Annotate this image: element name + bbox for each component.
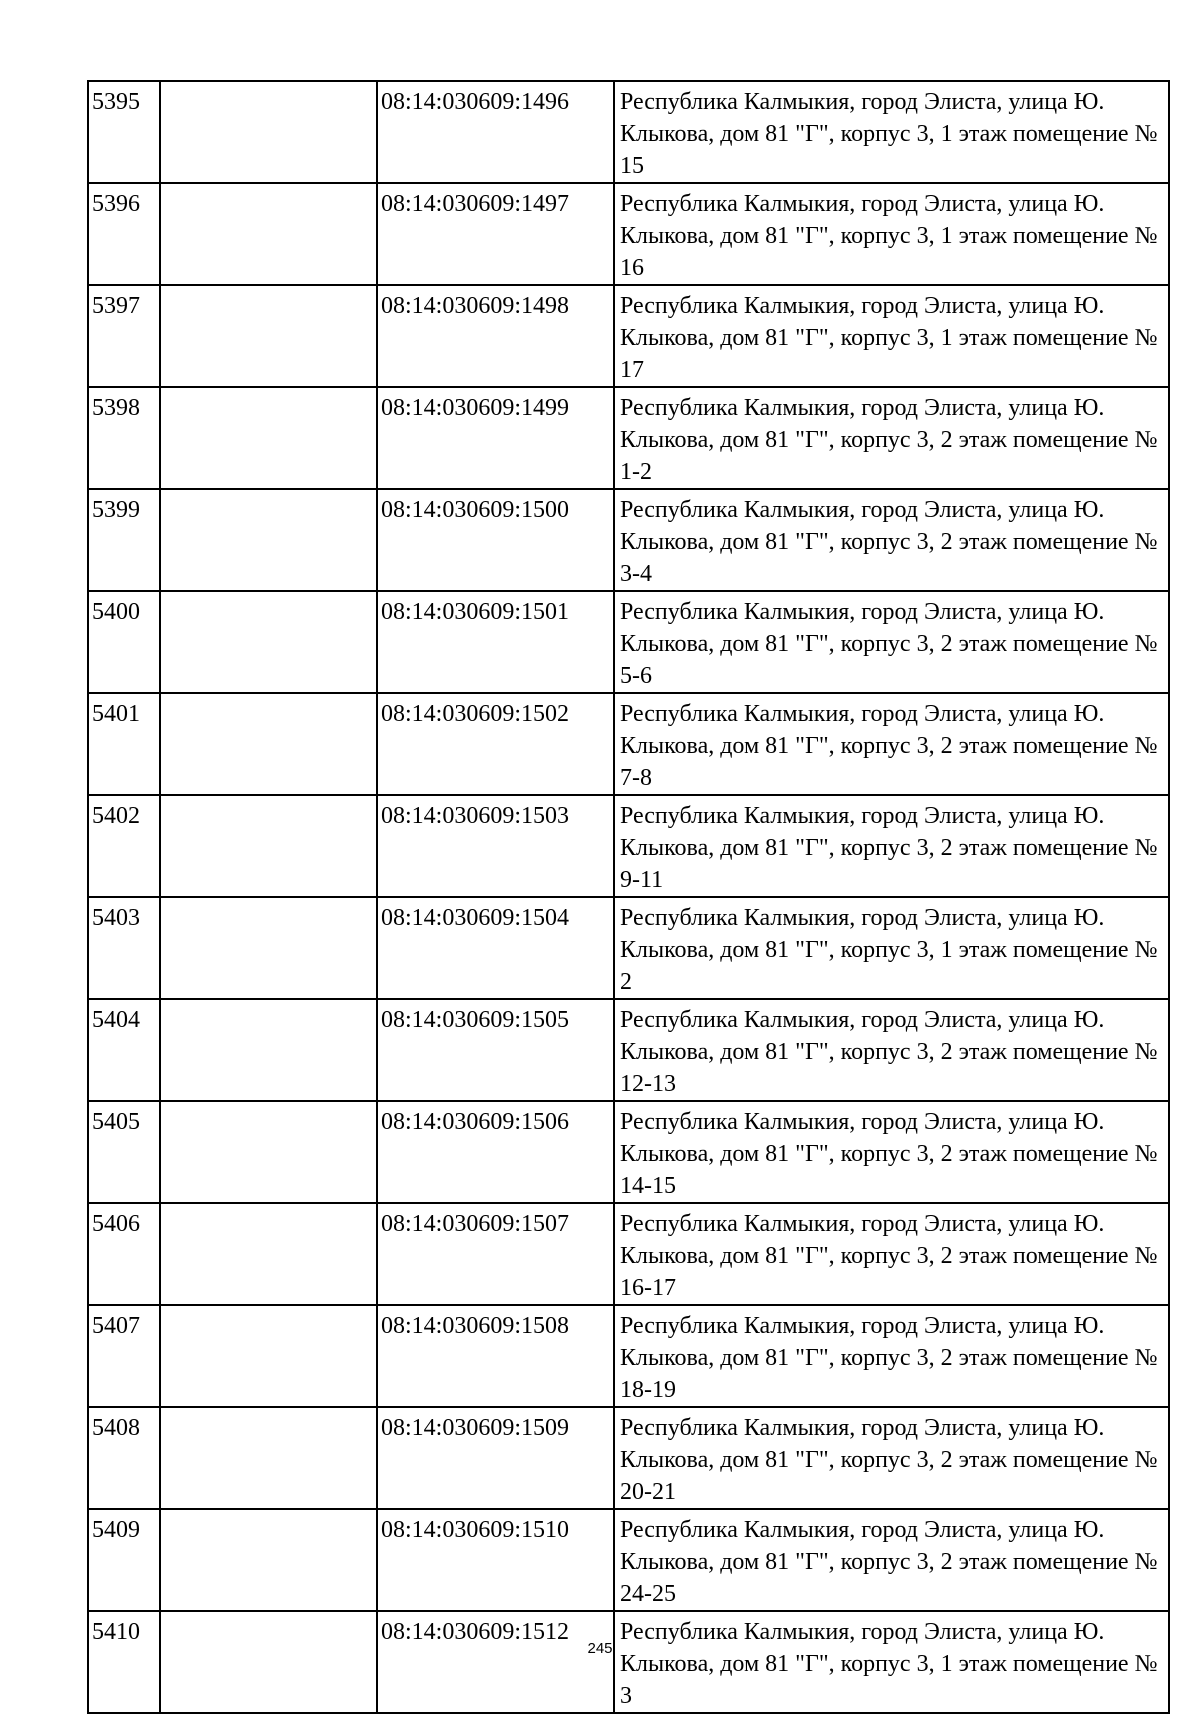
table-row	[88, 1101, 1169, 1203]
table-row	[88, 795, 1169, 897]
table-row	[88, 387, 1169, 489]
empty-cell	[160, 183, 377, 285]
table-row	[88, 489, 1169, 591]
address-cell: Республика Калмыкия, город Элиста, улица Ю. Клыкова, дом 81 "Г", корпус 3, 2 этаж помещение № 12-13	[614, 999, 1169, 1101]
record-number-cell: 5404	[88, 999, 160, 1101]
empty-cell	[160, 285, 377, 387]
record-number-cell: 5396	[88, 183, 160, 285]
record-number-cell: 5397	[88, 285, 160, 387]
cadastral-number-cell: 08:14:030609:1512	[377, 1611, 614, 1713]
address-cell: Республика Калмыкия, город Элиста, улица Ю. Клыкова, дом 81 "Г", корпус 3, 1 этаж помещение № 17	[614, 285, 1169, 387]
empty-cell	[160, 81, 377, 183]
empty-cell	[160, 1407, 377, 1509]
cadastral-number-cell: 08:14:030609:1506	[377, 1101, 614, 1203]
address-cell: Республика Калмыкия, город Элиста, улица Ю. Клыкова, дом 81 "Г", корпус 3, 2 этаж помещение № 5-6	[614, 591, 1169, 693]
cadastral-number-cell: 08:14:030609:1500	[377, 489, 614, 591]
address-cell: Республика Калмыкия, город Элиста, улица Ю. Клыкова, дом 81 "Г", корпус 3, 2 этаж помещение № 24-25	[614, 1509, 1169, 1611]
address-cell: Республика Калмыкия, город Элиста, улица Ю. Клыкова, дом 81 "Г", корпус 3, 2 этаж помещение № 1-2	[614, 387, 1169, 489]
empty-cell	[160, 999, 377, 1101]
record-number-cell: 5402	[88, 795, 160, 897]
cadastral-number-cell: 08:14:030609:1501	[377, 591, 614, 693]
empty-cell	[160, 1101, 377, 1203]
table-row	[88, 693, 1169, 795]
table-row	[88, 183, 1169, 285]
cadastral-number-cell: 08:14:030609:1504	[377, 897, 614, 999]
cadastral-number-cell: 08:14:030609:1497	[377, 183, 614, 285]
cadastral-number-cell: 08:14:030609:1508	[377, 1305, 614, 1407]
record-number-cell: 5407	[88, 1305, 160, 1407]
registry-table-body	[88, 81, 1169, 1713]
record-number-cell: 5406	[88, 1203, 160, 1305]
empty-cell	[160, 1611, 377, 1713]
address-cell: Республика Калмыкия, город Элиста, улица Ю. Клыкова, дом 81 "Г", корпус 3, 1 этаж помещение № 3	[614, 1611, 1169, 1713]
record-number-cell: 5409	[88, 1509, 160, 1611]
empty-cell	[160, 489, 377, 591]
table-row	[88, 999, 1169, 1101]
empty-cell	[160, 795, 377, 897]
page-number: 245	[587, 1640, 613, 1657]
record-number-cell: 5410	[88, 1611, 160, 1713]
empty-cell	[160, 693, 377, 795]
cadastral-number-cell: 08:14:030609:1496	[377, 81, 614, 183]
empty-cell	[160, 387, 377, 489]
record-number-cell: 5398	[88, 387, 160, 489]
cadastral-number-cell: 08:14:030609:1510	[377, 1509, 614, 1611]
empty-cell	[160, 1203, 377, 1305]
cadastral-number-cell: 08:14:030609:1503	[377, 795, 614, 897]
empty-cell	[160, 1305, 377, 1407]
empty-cell	[160, 1509, 377, 1611]
address-cell: Республика Калмыкия, город Элиста, улица Ю. Клыкова, дом 81 "Г", корпус 3, 1 этаж помещение № 16	[614, 183, 1169, 285]
table-row	[88, 81, 1169, 183]
address-cell: Республика Калмыкия, город Элиста, улица Ю. Клыкова, дом 81 "Г", корпус 3, 2 этаж помещение № 16-17	[614, 1203, 1169, 1305]
address-cell: Республика Калмыкия, город Элиста, улица Ю. Клыкова, дом 81 "Г", корпус 3, 2 этаж помещение № 14-15	[614, 1101, 1169, 1203]
record-number-cell: 5405	[88, 1101, 160, 1203]
table-row	[88, 591, 1169, 693]
table-row	[88, 1407, 1169, 1509]
record-number-cell: 5400	[88, 591, 160, 693]
table-row	[88, 897, 1169, 999]
cadastral-number-cell: 08:14:030609:1507	[377, 1203, 614, 1305]
cadastral-number-cell: 08:14:030609:1498	[377, 285, 614, 387]
table-row	[88, 1203, 1169, 1305]
table-row	[88, 1611, 1169, 1713]
cadastral-number-cell: 08:14:030609:1509	[377, 1407, 614, 1509]
address-cell: Республика Калмыкия, город Элиста, улица Ю. Клыкова, дом 81 "Г", корпус 3, 1 этаж помещение № 2	[614, 897, 1169, 999]
record-number-cell: 5399	[88, 489, 160, 591]
empty-cell	[160, 897, 377, 999]
cadastral-number-cell: 08:14:030609:1499	[377, 387, 614, 489]
record-number-cell: 5403	[88, 897, 160, 999]
address-cell: Республика Калмыкия, город Элиста, улица Ю. Клыкова, дом 81 "Г", корпус 3, 2 этаж помещение № 9-11	[614, 795, 1169, 897]
record-number-cell: 5408	[88, 1407, 160, 1509]
address-cell: Республика Калмыкия, город Элиста, улица Ю. Клыкова, дом 81 "Г", корпус 3, 2 этаж помещение № 7-8	[614, 693, 1169, 795]
table-row	[88, 1509, 1169, 1611]
address-cell: Республика Калмыкия, город Элиста, улица Ю. Клыкова, дом 81 "Г", корпус 3, 2 этаж помещение № 18-19	[614, 1305, 1169, 1407]
table-row	[88, 1305, 1169, 1407]
address-cell: Республика Калмыкия, город Элиста, улица Ю. Клыкова, дом 81 "Г", корпус 3, 2 этаж помещение № 20-21	[614, 1407, 1169, 1509]
table-row	[88, 285, 1169, 387]
cadastral-number-cell: 08:14:030609:1505	[377, 999, 614, 1101]
empty-cell	[160, 591, 377, 693]
address-cell: Республика Калмыкия, город Элиста, улица Ю. Клыкова, дом 81 "Г", корпус 3, 1 этаж помещение № 15	[614, 81, 1169, 183]
cadastral-number-cell: 08:14:030609:1502	[377, 693, 614, 795]
record-number-cell: 5395	[88, 81, 160, 183]
address-cell: Республика Калмыкия, город Элиста, улица Ю. Клыкова, дом 81 "Г", корпус 3, 2 этаж помещение № 3-4	[614, 489, 1169, 591]
record-number-cell: 5401	[88, 693, 160, 795]
registry-table	[87, 80, 1170, 1714]
